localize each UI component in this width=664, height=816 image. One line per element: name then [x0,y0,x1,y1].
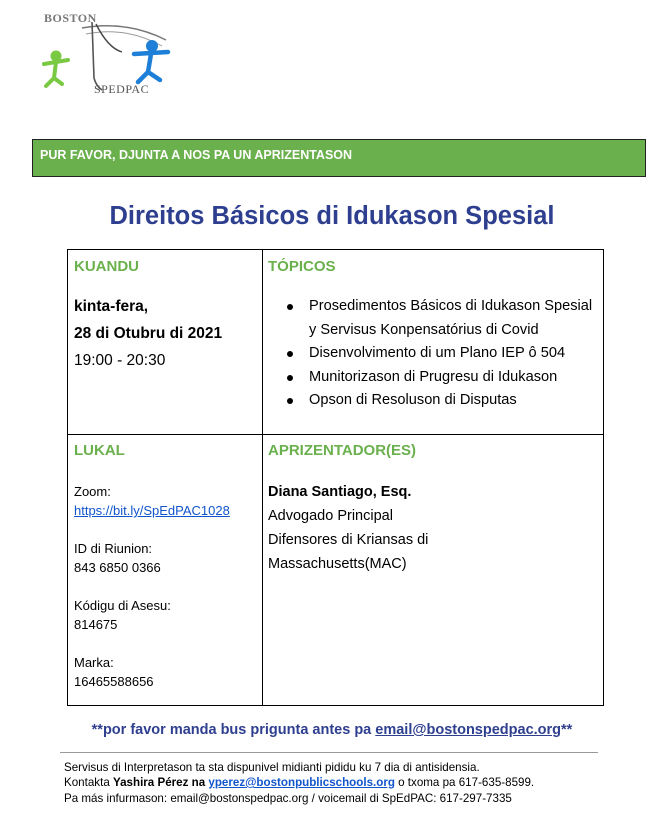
topics-cell [268,258,604,430]
meeting-id-block [74,539,258,577]
passcode-block [74,596,258,634]
footer-divider [60,752,598,753]
banner-text: PUR FAVOR, DJUNTA A NOS PA UN APRIZENTASON [40,148,353,162]
presenter-org-continued: Massachusetts(MAC) [268,556,407,572]
footer-more-info: Pa más infurmason: email@bostonspedpac.org / voicemail di SpEdPAC: 617-297-7335 [64,792,512,805]
passcode-value: 814675 [74,617,118,632]
zoom-link[interactable]: https://bit.ly/SpEdPAC1028 [74,503,230,518]
contact-email-link[interactable]: yperez@bostonpublicschools.org [208,776,395,789]
topic-item [268,366,604,390]
location-header: LUKAL [74,442,125,459]
table-column-divider [262,250,263,705]
table-row-divider [68,434,603,435]
footer-interpretation: Servisus di Interpretason ta sta dispunivel midianti pididu ku 7 dia di antisidensia. [64,761,480,774]
join-us-banner [32,139,646,177]
event-date: 28 di Otubru di 2021 [74,325,223,342]
event-day: kinta-fera, [74,298,149,315]
topic-item [268,342,604,366]
footer-contact [64,775,534,790]
contact-name: Yashira Pérez na [113,776,209,789]
contact-prefix: Kontakta [64,776,113,789]
logo-bottom-text: SPEDPAC [94,82,150,96]
location-cell [74,442,258,704]
zoom-label: Zoom: [74,484,111,499]
passcode-label: Kódigu di Asesu: [74,598,171,613]
zoom-block [74,482,258,520]
note-prefix: **por favor manda bus prigunta antes pa [91,722,376,738]
boston-spedpac-logo [34,8,184,100]
questions-note [0,722,664,738]
note-suffix: ** [561,722,573,738]
logo-top-text: BOSTON [44,11,97,25]
presenter-org: Difensores di Kriansas di [268,532,429,548]
document-title: Direitos Básicos di Idukason Spesial [109,202,555,230]
topic-text-continued: y Servisus Konpensatórius di Covid [309,321,539,338]
meeting-id-value: 843 6850 0366 [74,560,161,575]
topic-item [268,295,604,342]
topic-text: Disenvolvimento di um Plano IEP ô 504 [309,345,566,361]
presenter-header: APRIZENTADOR(ES) [268,442,417,459]
topics-header: TÓPICOS [268,258,336,275]
dial-label: Marka: [74,655,114,670]
topic-text: Munitorizason di Prugresu di Idukason [309,368,558,385]
presenter-role: Advogado Principal [268,508,393,524]
topic-item [268,389,604,413]
note-email-link[interactable]: email@bostonspedpac.org [375,722,562,738]
contact-phone: o txoma pa 617-635-8599. [394,776,535,789]
topic-text: Prosedimentos Básicos di Idukason Spesial [309,298,593,314]
dial-value: 16465588656 [74,674,154,689]
when-header: KUANDU [74,258,139,275]
presenter-name: Diana Santiago, Esq. [268,484,412,500]
meeting-id-label: ID di Riunion: [74,541,153,556]
topics-list [268,295,604,413]
presenter-cell [268,442,602,704]
topic-text: Opson di Resoluson di Disputas [309,392,517,408]
when-cell [74,258,258,430]
event-time: 19:00 - 20:30 [74,352,166,369]
dial-block [74,653,258,691]
event-details-table [67,249,604,706]
